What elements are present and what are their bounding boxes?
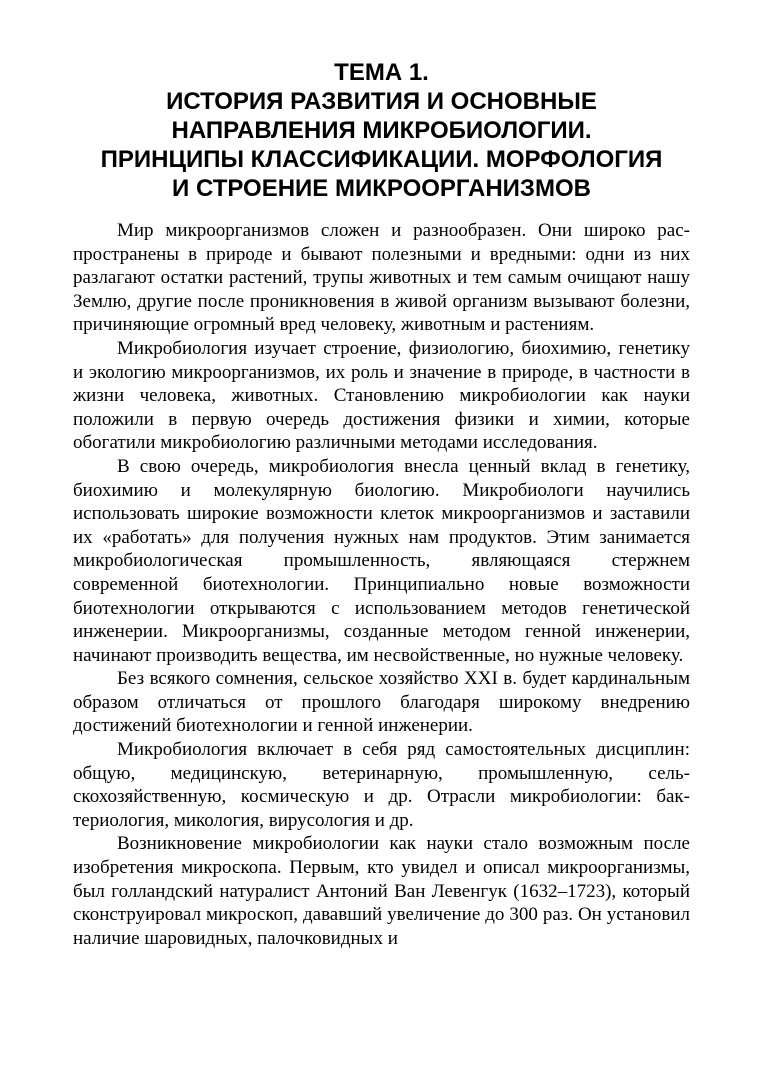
chapter-title	[73, 58, 690, 203]
paragraph-agriculture: Без всякого сомнения, сельское хозяйство XXI в. будет кардинальным образом отличаться от прошлого благодаря широкому внедрению достижений биотехнологии и генной инженерии.	[73, 668, 690, 737]
paragraph-microbiology-studies: Микробиология изучает строение, физиологию, биохимию, генетику и экологию микроорганизмов, их роль и значение в природе, в частности в жизни человека, животных. Становлению микробиологии как науки положили в первую очередь достижения физики и химии, которые обогатили микробиологию различными методами исследования.	[73, 337, 690, 454]
title-line-5: И СТРОЕНИЕ МИКРООРГАНИЗМОВ	[172, 175, 591, 202]
book-page	[73, 58, 690, 950]
paragraph-microorganisms-world: Мир микроорганизмов сложен и разнообразен. Они широко распространены в природе и бывают полезными и вредными: одни из них разлагают остатки растений, трупы животных и тем самым очищают нашу Землю, другие после проникновения в живой организм вызывают болезни, причиняющие огромный вред человеку, животным и растениям.	[73, 220, 690, 336]
paragraph-contribution-genetics: В свою очередь, микробиология внесла ценный вклад в генетику, биохимию и молекулярную биологию. Микробиологи научились использовать широкие возможности клеток микроорганизмов и заставили их «работать» для получения нужных нам продуктов. Этим занимается микробиологическая промышленность, являющаяся стержнем современной биотехнологии. Принципиально новые возможности биотехнологии открываются с использованием методов генетической инженерии. Микроорганизмы, созданные методом генной инженерии, начинают производить вещества, им несвойственные, но нужные человеку.	[73, 455, 690, 666]
paragraph-disciplines: Микробиология включает в себя ряд самостоятельных дисциплин: общую, медицинскую, ветеринарную, промышленную, сельскохозяйственную, космическую и др. Отрасли микробиологии: бактериология, микология, вирусология и др.	[73, 739, 690, 831]
body-text	[73, 219, 690, 950]
title-line-3: НАПРАВЛЕНИЯ МИКРОБИОЛОГИИ.	[171, 117, 592, 144]
title-line-topic: ТЕМА 1.	[334, 59, 429, 86]
title-line-4: ПРИНЦИПЫ КЛАССИФИКАЦИИ. МОРФОЛОГИЯ	[100, 146, 663, 173]
title-line-2: ИСТОРИЯ РАЗВИТИЯ И ОСНОВНЫЕ	[166, 88, 597, 115]
paragraph-microscope-history: Возникновение микробиологии как науки стало возможным после изобретения микроскопа. Первым, кто увидел и описал микроорганизмы, был голландский натуралист Антоний Ван Левенгук (1632–1723), который сконструировал микроскоп, дававший увеличение до 300 раз. Он установил наличие шаровидных, палочковидных и	[73, 833, 690, 949]
